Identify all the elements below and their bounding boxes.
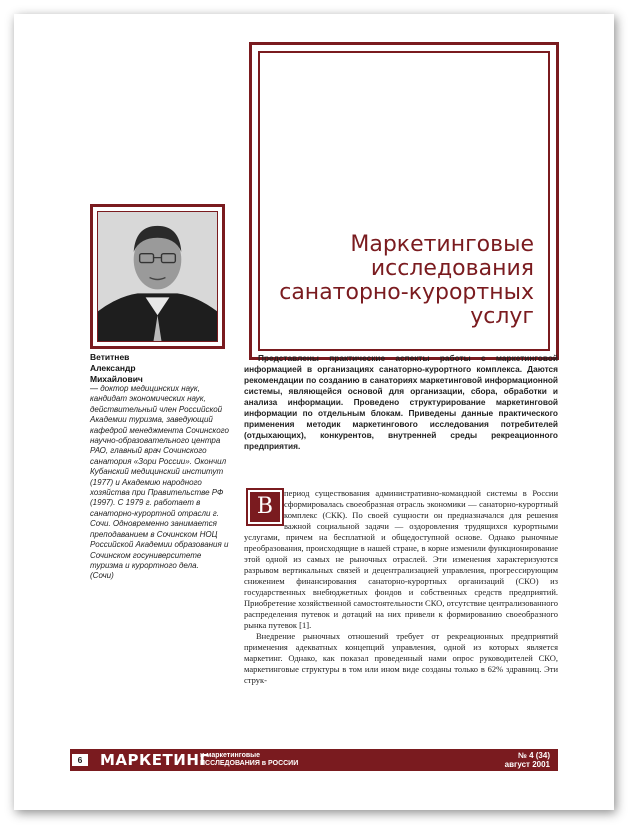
article-abstract: Представлены практические аспекты работы с маркетинговой информацией в организациях санаторно-курортного комплекса. Даются рекомендации по созданию в санаториях маркетинговой информационной системы, являющейся основой для организации, сбора, обработки и анализа информации. Проведено структурирование маркетинговой информации по отдельным блокам. Приведены данные практического применения методик маркетингового исследования потребителей (отдыхающих), конкурентов, внутренней среды рекреационного предприятия. bbox=[244, 353, 558, 451]
article-title bbox=[279, 233, 534, 329]
drop-cap: В bbox=[248, 490, 282, 524]
author-city: (Сочи) bbox=[90, 571, 114, 581]
author-photo bbox=[97, 211, 218, 342]
magazine-page bbox=[14, 14, 614, 810]
magazine-subtitle: и маркетинговые ИССЛЕДОВАНИЯ в РОССИИ bbox=[200, 752, 299, 767]
paragraph: период существования административно-командной системы в России сформировалась своеобразная отрасль экономики — санаторно-курортный комплекс (СКК). По своей сущности он предназначался для решения важной социальной задачи — оздоровления трудящихся курортными услугами, причем на бесплатной и общедоступной основе. Однако рыночные преобразования, происходящие в нашей стране, в корне изменили функционирование этой одной из самых не рыночных отраслей. Эти изменения характеризуются разрывом вертикальных связей и децентрализацией управления, прогрессирующим снижением финансирования санаторно-курортных организаций (СКО) из государственных внебюджетных фондов и собственных средств предприятий. Приобретение хозяйственной самостоятельности СКО, отсутствие централизованного распределения путевок и дотаций на них привели к формированию своеобразного рынка путевок [1]. bbox=[244, 488, 558, 630]
title-line: услуг bbox=[470, 304, 534, 329]
title-frame bbox=[249, 42, 559, 360]
paragraph: Внедрение рыночных отношений требует от рекреационных предприятий применения адекватных концепций управления, одной из которых является маркетинг. Однако, как показал проведенный нами опрос руководителей СКО, маркетинговые структуры в том или ином виде созданы только в 62% здравниц. Эти струк- bbox=[244, 631, 558, 685]
title-line: санаторно-курортных bbox=[279, 280, 534, 305]
title-line: Маркетинговые bbox=[350, 232, 534, 257]
author-name: Ветитнев Александр Михайлович bbox=[90, 352, 143, 384]
article-body bbox=[244, 488, 558, 686]
magazine-title: МАРКЕТИНГ bbox=[100, 751, 210, 769]
page-number: 6 bbox=[70, 752, 90, 768]
author-bio: — доктор медицинских наук, кандидат экономических наук, действительный член Российской Академии туризма, заведующий кафедрой менеджмента Сочинского научно-образовательного центра РАО, главный врач Сочинского санатория «Зори России». Окончил Кубанский медицинский институт (1977) и Академию народного хозяйства при Правительстве РФ (1997). С 1979 г. работает в санаторно-курортной отрасли г. Сочи. Одновременно занимается преподаванием в Сочинском НОЦ Российской Академии образования и Сочинском госуниверситете туризма и курортного дела. (Сочи) bbox=[90, 384, 235, 582]
author-photo-frame bbox=[90, 204, 225, 349]
issue-info: № 4 (34) август 2001 bbox=[504, 751, 550, 769]
title-line: исследования bbox=[370, 256, 534, 281]
